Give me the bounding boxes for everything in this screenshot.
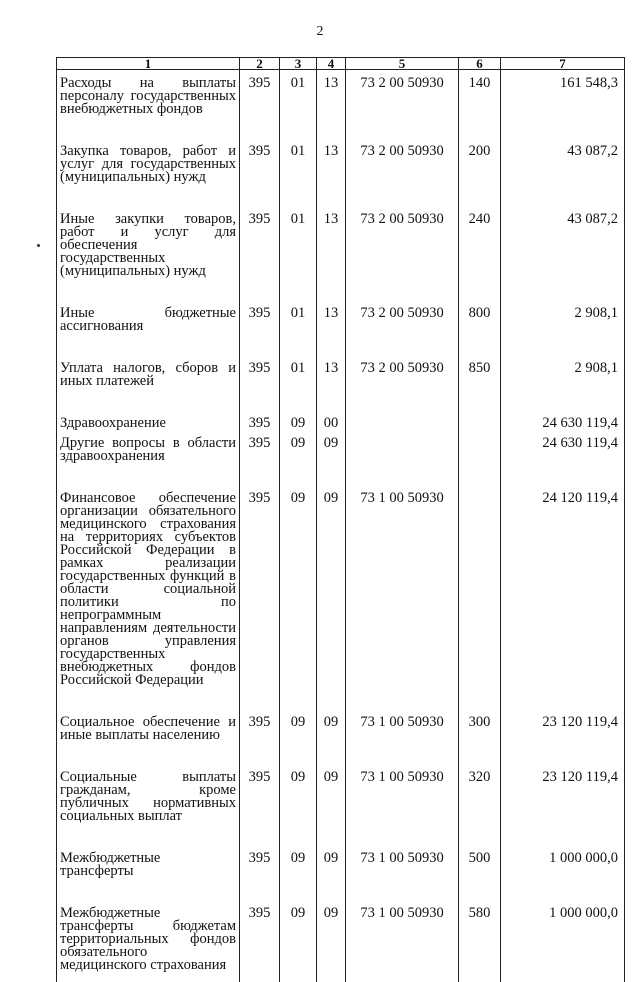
row-expense-type: 240 [459,206,501,300]
header-col-1: 1 [57,58,240,70]
row-name: Финансовое обеспечение организации обязательного медицинского страхования на территориях субъектов Российской Федерации в рамках реализации государственных функций в области социальной политики по непрограммным направлениям деятельности органов управления государственных внебюджетных фондов Российской Федерации [57,485,240,709]
header-row [57,58,625,70]
row-name: Иные бюджетные ассигнования [57,300,240,355]
row-razdel: 09 [280,485,317,709]
row-target-article [346,430,459,485]
row-expense-type: 200 [459,138,501,206]
header-col-6: 6 [459,58,501,70]
row-razdel: 09 [280,410,317,430]
table-row [57,764,625,845]
row-expense-type: 500 [459,845,501,900]
row-expense-type [459,485,501,709]
row-name: Уплата налогов, сборов и иных платежей [57,355,240,410]
row-sum: 161 548,3 [501,70,625,139]
table-row [57,430,625,485]
row-ved: 395 [240,430,280,485]
row-razdel: 09 [280,709,317,764]
row-sum: 1 000 000,0 [501,845,625,900]
row-sum: 24 120 119,4 [501,485,625,709]
table-row [57,709,625,764]
row-sum: 2 908,1 [501,355,625,410]
row-sum: 23 120 119,4 [501,709,625,764]
row-ved: 395 [240,300,280,355]
row-podrazdel: 09 [317,430,346,485]
budget-table [56,57,625,982]
row-podrazdel: 13 [317,300,346,355]
row-expense-type [459,430,501,485]
row-name: Социальное обеспечение и иные выплаты населению [57,709,240,764]
row-target-article: 73 2 00 50930 [346,355,459,410]
scan-speck [37,244,40,247]
row-podrazdel: 13 [317,70,346,139]
row-name: Другие вопросы в области здравоохранения [57,430,240,485]
row-podrazdel: 09 [317,900,346,982]
row-ved: 395 [240,764,280,845]
row-ved: 395 [240,845,280,900]
row-podrazdel: 09 [317,845,346,900]
header-col-2: 2 [240,58,280,70]
row-name: Иные закупки товаров, работ и услуг для обеспечения государственных (муниципальных) нужд [57,206,240,300]
table-row [57,485,625,709]
row-expense-type: 580 [459,900,501,982]
row-razdel: 01 [280,300,317,355]
row-name: Закупка товаров, работ и услуг для государственных (муниципальных) нужд [57,138,240,206]
row-ved: 395 [240,709,280,764]
row-razdel: 01 [280,206,317,300]
row-razdel: 09 [280,845,317,900]
table-row [57,206,625,300]
row-razdel: 09 [280,430,317,485]
row-podrazdel: 13 [317,355,346,410]
row-ved: 395 [240,138,280,206]
row-target-article: 73 2 00 50930 [346,138,459,206]
row-podrazdel: 09 [317,485,346,709]
row-name: Социальные выплаты гражданам, кроме публичных нормативных социальных выплат [57,764,240,845]
row-sum: 24 630 119,4 [501,410,625,430]
row-podrazdel: 13 [317,138,346,206]
row-sum: 24 630 119,4 [501,430,625,485]
row-target-article: 73 1 00 50930 [346,845,459,900]
row-razdel: 01 [280,355,317,410]
row-razdel: 01 [280,70,317,139]
row-expense-type: 140 [459,70,501,139]
row-expense-type [459,410,501,430]
row-target-article: 73 1 00 50930 [346,764,459,845]
header-col-5: 5 [346,58,459,70]
row-name: Межбюджетные трансферты бюджетам территориальных фондов обязательного медицинского страхования [57,900,240,982]
table-row [57,845,625,900]
row-ved: 395 [240,900,280,982]
row-target-article: 73 1 00 50930 [346,485,459,709]
row-target-article [346,410,459,430]
row-expense-type: 300 [459,709,501,764]
table-row [57,138,625,206]
row-podrazdel: 13 [317,206,346,300]
row-sum: 43 087,2 [501,138,625,206]
row-podrazdel: 00 [317,410,346,430]
row-name: Межбюджетные трансферты [57,845,240,900]
row-podrazdel: 09 [317,709,346,764]
row-name: Расходы на выплаты персоналу государственных внебюджетных фондов [57,70,240,139]
row-razdel: 09 [280,764,317,845]
row-ved: 395 [240,206,280,300]
row-target-article: 73 2 00 50930 [346,206,459,300]
row-razdel: 09 [280,900,317,982]
row-ved: 395 [240,410,280,430]
row-target-article: 73 1 00 50930 [346,709,459,764]
row-sum: 1 000 000,0 [501,900,625,982]
row-sum: 43 087,2 [501,206,625,300]
page-number: 2 [316,24,324,39]
row-target-article: 73 2 00 50930 [346,70,459,139]
row-target-article: 73 2 00 50930 [346,300,459,355]
table-row [57,355,625,410]
row-expense-type: 800 [459,300,501,355]
row-target-article: 73 1 00 50930 [346,900,459,982]
row-ved: 395 [240,70,280,139]
row-razdel: 01 [280,138,317,206]
header-col-7: 7 [501,58,625,70]
row-sum: 2 908,1 [501,300,625,355]
row-podrazdel: 09 [317,764,346,845]
row-expense-type: 320 [459,764,501,845]
row-name: Здравоохранение [57,410,240,430]
row-ved: 395 [240,355,280,410]
header-col-4: 4 [317,58,346,70]
row-expense-type: 850 [459,355,501,410]
table-row [57,70,625,139]
table-row [57,300,625,355]
row-sum: 23 120 119,4 [501,764,625,845]
row-ved: 395 [240,485,280,709]
header-col-3: 3 [280,58,317,70]
table-row [57,900,625,982]
table-row [57,410,625,430]
